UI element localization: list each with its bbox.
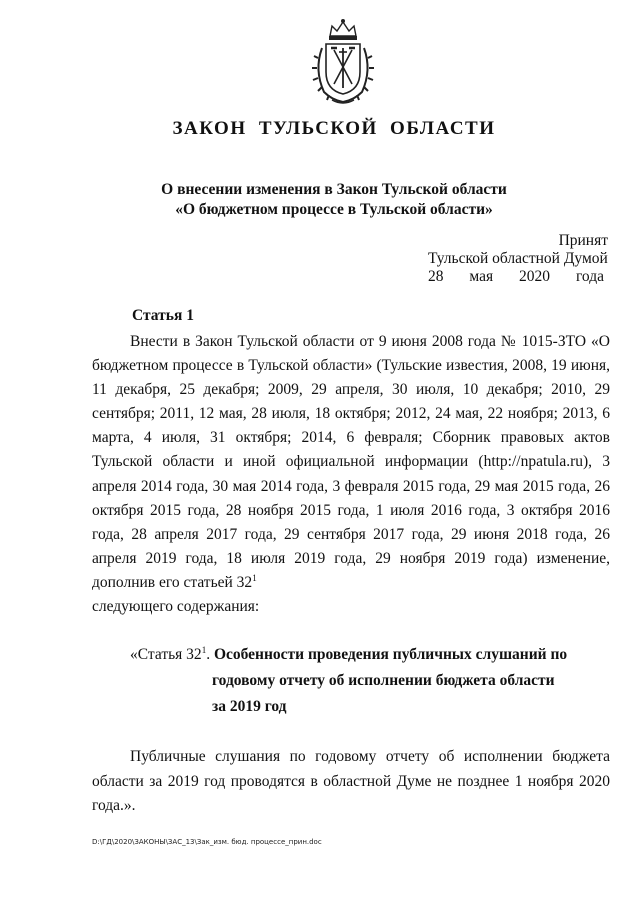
subtitle-line-2: «О бюджетном процессе в Тульской области» — [175, 201, 493, 218]
article-1-label: Статья 1 — [132, 307, 194, 324]
paragraph-1-main: Внести в Закон Тульской области от 9 июня 2008 года № 1015-ЗТО «О бюджетном процессе в Тульской области» (Тульские известия, 2008, 19 июня, 11 декабря, 25 декабря; 2009, 29 апреля, 30 июля, 10 декабря; 2010, 29 сентября; 2011, 12 мая, 28 июля, 18 октября; 2012, 24 мая, 22 ноября; 2013, 6 марта, 4 июля, 31 октября; 2014, 6 февраля; Сборник правовых актов Тульской области и иной официальной информации (http://npatula.ru), 3 апреля 2014 года, 30 мая 2014 года, 3 февраля 2015 года, 29 мая 2015 года, 26 октября 2015 года, 28 ноября 2015 года, 1 июля 2016 года, 3 октября 2016 года, 28 апреля 2017 года, 29 сентября 2017 года, 29 июня 2018 года, 26 апреля 2019 года, 18 июля 2019 года, 29 ноября 2019 года) изменение, дополнив его статьей 32 — [92, 333, 610, 591]
adoption-year-word: года — [575, 268, 604, 285]
article-1-paragraph — [92, 330, 610, 619]
article-heading-title-1: Особенности проведения публичных слушаний по — [213, 646, 568, 663]
adoption-day: 28 — [428, 268, 444, 285]
article-heading-title-2: годовому отчету об исполнении бюджета области — [212, 672, 555, 689]
article-heading-superscript: 1 — [201, 645, 207, 655]
adopted-label: Принят — [558, 232, 608, 249]
law-subtitle — [0, 180, 640, 220]
new-article-paragraph: Публичные слушания по годовому отчету об исполнении бюджета области за 2019 год проводятся в областной Думе не позднее 1 ноября 2020 года.». — [92, 748, 610, 814]
law-title: ЗАКОН ТУЛЬСКОЙ ОБЛАСТИ — [172, 118, 496, 139]
article-heading-title-3: за 2019 год — [212, 698, 287, 715]
article-heading-prefix: «Статья 32 — [130, 646, 202, 663]
tula-coat-of-arms-emblem — [310, 14, 376, 106]
paragraph-1-superscript: 1 — [252, 572, 257, 583]
adoption-month: мая — [469, 268, 494, 285]
article-heading-dot: . — [206, 646, 211, 663]
adoption-block — [428, 232, 608, 286]
new-article-heading — [130, 642, 610, 720]
adoption-date — [428, 268, 608, 286]
paragraph-1-tail: следующего содержания: — [92, 598, 260, 616]
adoption-year: 2020 — [519, 268, 551, 285]
article-heading-line-1 — [130, 642, 610, 668]
subtitle-line-1: О внесении изменения в Закон Тульской области — [161, 181, 507, 198]
file-path-footer: D:\ГД\2020\ЗАКОНЫ\ЗАС_13\Зак_изм. бюд. процессе_прин.doc — [92, 838, 322, 846]
adopted-by: Тульской областной Думой — [428, 250, 608, 267]
